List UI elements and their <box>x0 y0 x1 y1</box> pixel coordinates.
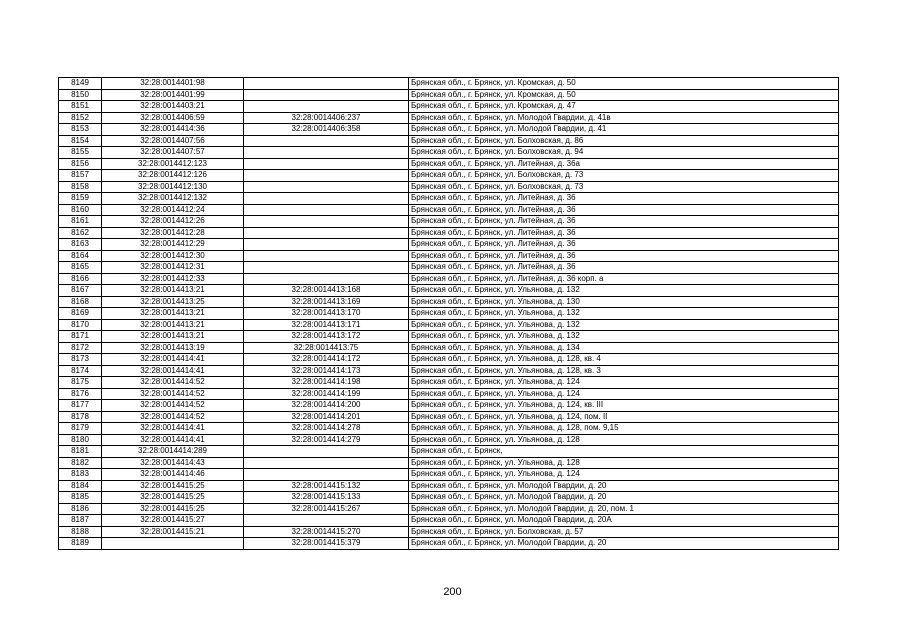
row-number-cell: 8167 <box>59 285 102 297</box>
table-row <box>59 411 839 423</box>
table-row <box>59 273 839 285</box>
row-number-cell: 8183 <box>59 469 102 481</box>
address-cell: Брянская обл., г. Брянск, ул. Ульянова, д. 128, кв. 3 <box>409 365 839 377</box>
row-number-cell: 8175 <box>59 377 102 389</box>
building-cadastral-number-cell <box>244 457 409 469</box>
row-number-cell: 8165 <box>59 262 102 274</box>
land-cadastral-number-cell: 32:28:0014406:59 <box>102 112 244 124</box>
row-number-cell: 8188 <box>59 526 102 538</box>
land-cadastral-number-cell <box>102 538 244 550</box>
table-row <box>59 216 839 228</box>
building-cadastral-number-cell <box>244 515 409 527</box>
table-row <box>59 124 839 136</box>
building-cadastral-number-cell <box>244 239 409 251</box>
building-cadastral-number-cell: 32:28:0014414:200 <box>244 400 409 412</box>
land-cadastral-number-cell: 32:28:0014414:43 <box>102 457 244 469</box>
building-cadastral-number-cell <box>244 181 409 193</box>
table-row <box>59 227 839 239</box>
row-number-cell: 8174 <box>59 365 102 377</box>
table-row <box>59 147 839 159</box>
address-cell: Брянская обл., г. Брянск, ул. Ульянова, д. 124, кв. III <box>409 400 839 412</box>
row-number-cell: 8157 <box>59 170 102 182</box>
building-cadastral-number-cell: 32:28:0014413:170 <box>244 308 409 320</box>
building-cadastral-number-cell <box>244 227 409 239</box>
building-cadastral-number-cell: 32:28:0014415:132 <box>244 480 409 492</box>
land-cadastral-number-cell: 32:28:0014412:132 <box>102 193 244 205</box>
table-row <box>59 89 839 101</box>
row-number-cell: 8158 <box>59 181 102 193</box>
building-cadastral-number-cell <box>244 158 409 170</box>
address-cell: Брянская обл., г. Брянск, ул. Молодой Гвардии, д. 20 <box>409 492 839 504</box>
table-row <box>59 388 839 400</box>
address-cell: Брянская обл., г. Брянск, ул. Литейная, д. 36 <box>409 193 839 205</box>
land-cadastral-number-cell: 32:28:0014412:126 <box>102 170 244 182</box>
land-cadastral-number-cell: 32:28:0014414:52 <box>102 377 244 389</box>
land-cadastral-number-cell: 32:28:0014407:56 <box>102 135 244 147</box>
table-row <box>59 492 839 504</box>
land-cadastral-number-cell: 32:28:0014414:41 <box>102 365 244 377</box>
land-cadastral-number-cell: 32:28:0014413:21 <box>102 319 244 331</box>
page-number: 200 <box>443 586 462 598</box>
address-cell: Брянская обл., г. Брянск, ул. Молодой Гвардии, д. 20 <box>409 480 839 492</box>
table-row <box>59 526 839 538</box>
row-number-cell: 8151 <box>59 101 102 113</box>
table-row <box>59 469 839 481</box>
land-cadastral-number-cell: 32:28:0014413:21 <box>102 285 244 297</box>
row-number-cell: 8161 <box>59 216 102 228</box>
row-number-cell: 8186 <box>59 503 102 515</box>
table-row <box>59 515 839 527</box>
land-cadastral-number-cell: 32:28:0014403:21 <box>102 101 244 113</box>
address-cell: Брянская обл., г. Брянск, ул. Литейная, д. 36а <box>409 158 839 170</box>
land-cadastral-number-cell: 32:28:0014413:25 <box>102 296 244 308</box>
row-number-cell: 8150 <box>59 89 102 101</box>
address-cell: Брянская обл., г. Брянск, ул. Ульянова, д. 124 <box>409 388 839 400</box>
table-row <box>59 331 839 343</box>
building-cadastral-number-cell <box>244 262 409 274</box>
row-number-cell: 8164 <box>59 250 102 262</box>
property-register-table <box>58 77 839 550</box>
address-cell: Брянская обл., г. Брянск, ул. Ульянова, д. 132 <box>409 285 839 297</box>
table-row <box>59 296 839 308</box>
table-row <box>59 204 839 216</box>
table-row <box>59 480 839 492</box>
land-cadastral-number-cell: 32:28:0014412:29 <box>102 239 244 251</box>
address-cell: Брянская обл., г. Брянск, <box>409 446 839 458</box>
building-cadastral-number-cell <box>244 193 409 205</box>
row-number-cell: 8159 <box>59 193 102 205</box>
table-row <box>59 354 839 366</box>
address-cell: Брянская обл., г. Брянск, ул. Ульянова, д. 134 <box>409 342 839 354</box>
table-row <box>59 365 839 377</box>
building-cadastral-number-cell <box>244 446 409 458</box>
land-cadastral-number-cell: 32:28:0014412:24 <box>102 204 244 216</box>
table-row <box>59 135 839 147</box>
table-row <box>59 193 839 205</box>
building-cadastral-number-cell: 32:28:0014413:169 <box>244 296 409 308</box>
land-cadastral-number-cell: 32:28:0014412:31 <box>102 262 244 274</box>
row-number-cell: 8172 <box>59 342 102 354</box>
address-cell: Брянская обл., г. Брянск, ул. Литейная, д. 36 <box>409 227 839 239</box>
land-cadastral-number-cell: 32:28:0014415:27 <box>102 515 244 527</box>
row-number-cell: 8173 <box>59 354 102 366</box>
address-cell: Брянская обл., г. Брянск, ул. Литейная, д. 36 корп. а <box>409 273 839 285</box>
table-row <box>59 262 839 274</box>
address-cell: Брянская обл., г. Брянск, ул. Болховская, д. 73 <box>409 170 839 182</box>
land-cadastral-number-cell: 32:28:0014413:21 <box>102 308 244 320</box>
building-cadastral-number-cell <box>244 250 409 262</box>
building-cadastral-number-cell <box>244 78 409 90</box>
row-number-cell: 8178 <box>59 411 102 423</box>
building-cadastral-number-cell: 32:28:0014415:267 <box>244 503 409 515</box>
table-row <box>59 250 839 262</box>
address-cell: Брянская обл., г. Брянск, ул. Кромская, д. 50 <box>409 78 839 90</box>
address-cell: Брянская обл., г. Брянск, ул. Ульянова, д. 128, пом. 9,15 <box>409 423 839 435</box>
building-cadastral-number-cell: 32:28:0014414:279 <box>244 434 409 446</box>
table-row <box>59 78 839 90</box>
building-cadastral-number-cell: 32:28:0014414:199 <box>244 388 409 400</box>
table-row <box>59 181 839 193</box>
row-number-cell: 8153 <box>59 124 102 136</box>
table-row <box>59 423 839 435</box>
building-cadastral-number-cell <box>244 216 409 228</box>
land-cadastral-number-cell: 32:28:0014415:25 <box>102 503 244 515</box>
address-cell: Брянская обл., г. Брянск, ул. Болховская, д. 94 <box>409 147 839 159</box>
table-row <box>59 239 839 251</box>
address-cell: Брянская обл., г. Брянск, ул. Молодой Гвардии, д. 41в <box>409 112 839 124</box>
land-cadastral-number-cell: 32:28:0014412:30 <box>102 250 244 262</box>
land-cadastral-number-cell: 32:28:0014407:57 <box>102 147 244 159</box>
building-cadastral-number-cell: 32:28:0014413:75 <box>244 342 409 354</box>
land-cadastral-number-cell: 32:28:0014415:25 <box>102 492 244 504</box>
land-cadastral-number-cell: 32:28:0014415:25 <box>102 480 244 492</box>
address-cell: Брянская обл., г. Брянск, ул. Болховская, д. 57 <box>409 526 839 538</box>
table-row <box>59 377 839 389</box>
address-cell: Брянская обл., г. Брянск, ул. Ульянова, д. 132 <box>409 331 839 343</box>
table-row <box>59 158 839 170</box>
row-number-cell: 8168 <box>59 296 102 308</box>
building-cadastral-number-cell: 32:28:0014406:237 <box>244 112 409 124</box>
address-cell: Брянская обл., г. Брянск, ул. Ульянова, д. 128, кв. 4 <box>409 354 839 366</box>
address-cell: Брянская обл., г. Брянск, ул. Ульянова, д. 130 <box>409 296 839 308</box>
row-number-cell: 8185 <box>59 492 102 504</box>
building-cadastral-number-cell <box>244 204 409 216</box>
address-cell: Брянская обл., г. Брянск, ул. Молодой Гвардии, д. 20А <box>409 515 839 527</box>
table-row <box>59 457 839 469</box>
land-cadastral-number-cell: 32:28:0014414:41 <box>102 423 244 435</box>
land-cadastral-number-cell: 32:28:0014414:52 <box>102 411 244 423</box>
address-cell: Брянская обл., г. Брянск, ул. Литейная, д. 36 <box>409 262 839 274</box>
row-number-cell: 8169 <box>59 308 102 320</box>
row-number-cell: 8181 <box>59 446 102 458</box>
building-cadastral-number-cell: 32:28:0014414:198 <box>244 377 409 389</box>
table-body <box>59 78 839 550</box>
table-row <box>59 308 839 320</box>
building-cadastral-number-cell: 32:28:0014413:168 <box>244 285 409 297</box>
table-row <box>59 434 839 446</box>
row-number-cell: 8149 <box>59 78 102 90</box>
building-cadastral-number-cell: 32:28:0014415:133 <box>244 492 409 504</box>
address-cell: Брянская обл., г. Брянск, ул. Ульянова, д. 124 <box>409 377 839 389</box>
land-cadastral-number-cell: 32:28:0014415:21 <box>102 526 244 538</box>
table-row <box>59 538 839 550</box>
address-cell: Брянская обл., г. Брянск, ул. Ульянова, д. 128 <box>409 434 839 446</box>
land-cadastral-number-cell: 32:28:0014401:98 <box>102 78 244 90</box>
row-number-cell: 8189 <box>59 538 102 550</box>
land-cadastral-number-cell: 32:28:0014414:52 <box>102 400 244 412</box>
address-cell: Брянская обл., г. Брянск, ул. Ульянова, д. 128 <box>409 457 839 469</box>
building-cadastral-number-cell: 32:28:0014415:379 <box>244 538 409 550</box>
building-cadastral-number-cell: 32:28:0014414:172 <box>244 354 409 366</box>
land-cadastral-number-cell: 32:28:0014414:52 <box>102 388 244 400</box>
building-cadastral-number-cell: 32:28:0014414:173 <box>244 365 409 377</box>
building-cadastral-number-cell <box>244 89 409 101</box>
land-cadastral-number-cell: 32:28:0014414:41 <box>102 354 244 366</box>
address-cell: Брянская обл., г. Брянск, ул. Литейная, д. 36 <box>409 239 839 251</box>
row-number-cell: 8176 <box>59 388 102 400</box>
row-number-cell: 8177 <box>59 400 102 412</box>
row-number-cell: 8162 <box>59 227 102 239</box>
land-cadastral-number-cell: 32:28:0014413:19 <box>102 342 244 354</box>
building-cadastral-number-cell: 32:28:0014413:171 <box>244 319 409 331</box>
table-row <box>59 101 839 113</box>
table-row <box>59 400 839 412</box>
row-number-cell: 8182 <box>59 457 102 469</box>
row-number-cell: 8180 <box>59 434 102 446</box>
building-cadastral-number-cell: 32:28:0014415:270 <box>244 526 409 538</box>
row-number-cell: 8156 <box>59 158 102 170</box>
row-number-cell: 8171 <box>59 331 102 343</box>
address-cell: Брянская обл., г. Брянск, ул. Ульянова, д. 132 <box>409 319 839 331</box>
building-cadastral-number-cell <box>244 170 409 182</box>
table-row <box>59 112 839 124</box>
land-cadastral-number-cell: 32:28:0014401:99 <box>102 89 244 101</box>
land-cadastral-number-cell: 32:28:0014414:36 <box>102 124 244 136</box>
address-cell: Брянская обл., г. Брянск, ул. Литейная, д. 36 <box>409 204 839 216</box>
address-cell: Брянская обл., г. Брянск, ул. Литейная, д. 36 <box>409 216 839 228</box>
table-row <box>59 285 839 297</box>
building-cadastral-number-cell <box>244 469 409 481</box>
address-cell: Брянская обл., г. Брянск, ул. Молодой Гвардии, д. 20, пом. 1 <box>409 503 839 515</box>
table-row <box>59 319 839 331</box>
row-number-cell: 8166 <box>59 273 102 285</box>
table-row <box>59 446 839 458</box>
address-cell: Брянская обл., г. Брянск, ул. Ульянова, д. 124 <box>409 469 839 481</box>
row-number-cell: 8163 <box>59 239 102 251</box>
row-number-cell: 8155 <box>59 147 102 159</box>
building-cadastral-number-cell <box>244 101 409 113</box>
land-cadastral-number-cell: 32:28:0014414:46 <box>102 469 244 481</box>
table-row <box>59 342 839 354</box>
address-cell: Брянская обл., г. Брянск, ул. Ульянова, д. 132 <box>409 308 839 320</box>
building-cadastral-number-cell: 32:28:0014414:201 <box>244 411 409 423</box>
row-number-cell: 8170 <box>59 319 102 331</box>
building-cadastral-number-cell <box>244 147 409 159</box>
land-cadastral-number-cell: 32:28:0014413:21 <box>102 331 244 343</box>
land-cadastral-number-cell: 32:28:0014414:41 <box>102 434 244 446</box>
row-number-cell: 8152 <box>59 112 102 124</box>
row-number-cell: 8187 <box>59 515 102 527</box>
land-cadastral-number-cell: 32:28:0014412:28 <box>102 227 244 239</box>
row-number-cell: 8154 <box>59 135 102 147</box>
table-row <box>59 170 839 182</box>
address-cell: Брянская обл., г. Брянск, ул. Литейная, д. 36 <box>409 250 839 262</box>
row-number-cell: 8160 <box>59 204 102 216</box>
land-cadastral-number-cell: 32:28:0014412:26 <box>102 216 244 228</box>
address-cell: Брянская обл., г. Брянск, ул. Кромская, д. 47 <box>409 101 839 113</box>
row-number-cell: 8184 <box>59 480 102 492</box>
land-cadastral-number-cell: 32:28:0014414:289 <box>102 446 244 458</box>
land-cadastral-number-cell: 32:28:0014412:123 <box>102 158 244 170</box>
address-cell: Брянская обл., г. Брянск, ул. Молодой Гвардии, д. 20 <box>409 538 839 550</box>
building-cadastral-number-cell <box>244 273 409 285</box>
building-cadastral-number-cell: 32:28:0014413:172 <box>244 331 409 343</box>
address-cell: Брянская обл., г. Брянск, ул. Кромская, д. 50 <box>409 89 839 101</box>
building-cadastral-number-cell: 32:28:0014414:278 <box>244 423 409 435</box>
row-number-cell: 8179 <box>59 423 102 435</box>
table-row <box>59 503 839 515</box>
address-cell: Брянская обл., г. Брянск, ул. Молодой Гвардии, д. 41 <box>409 124 839 136</box>
building-cadastral-number-cell: 32:28:0014406:358 <box>244 124 409 136</box>
land-cadastral-number-cell: 32:28:0014412:33 <box>102 273 244 285</box>
building-cadastral-number-cell <box>244 135 409 147</box>
address-cell: Брянская обл., г. Брянск, ул. Ульянова, д. 124, пом. II <box>409 411 839 423</box>
land-cadastral-number-cell: 32:28:0014412:130 <box>102 181 244 193</box>
address-cell: Брянская обл., г. Брянск, ул. Болховская, д. 73 <box>409 181 839 193</box>
address-cell: Брянская обл., г. Брянск, ул. Болховская, д. 86 <box>409 135 839 147</box>
